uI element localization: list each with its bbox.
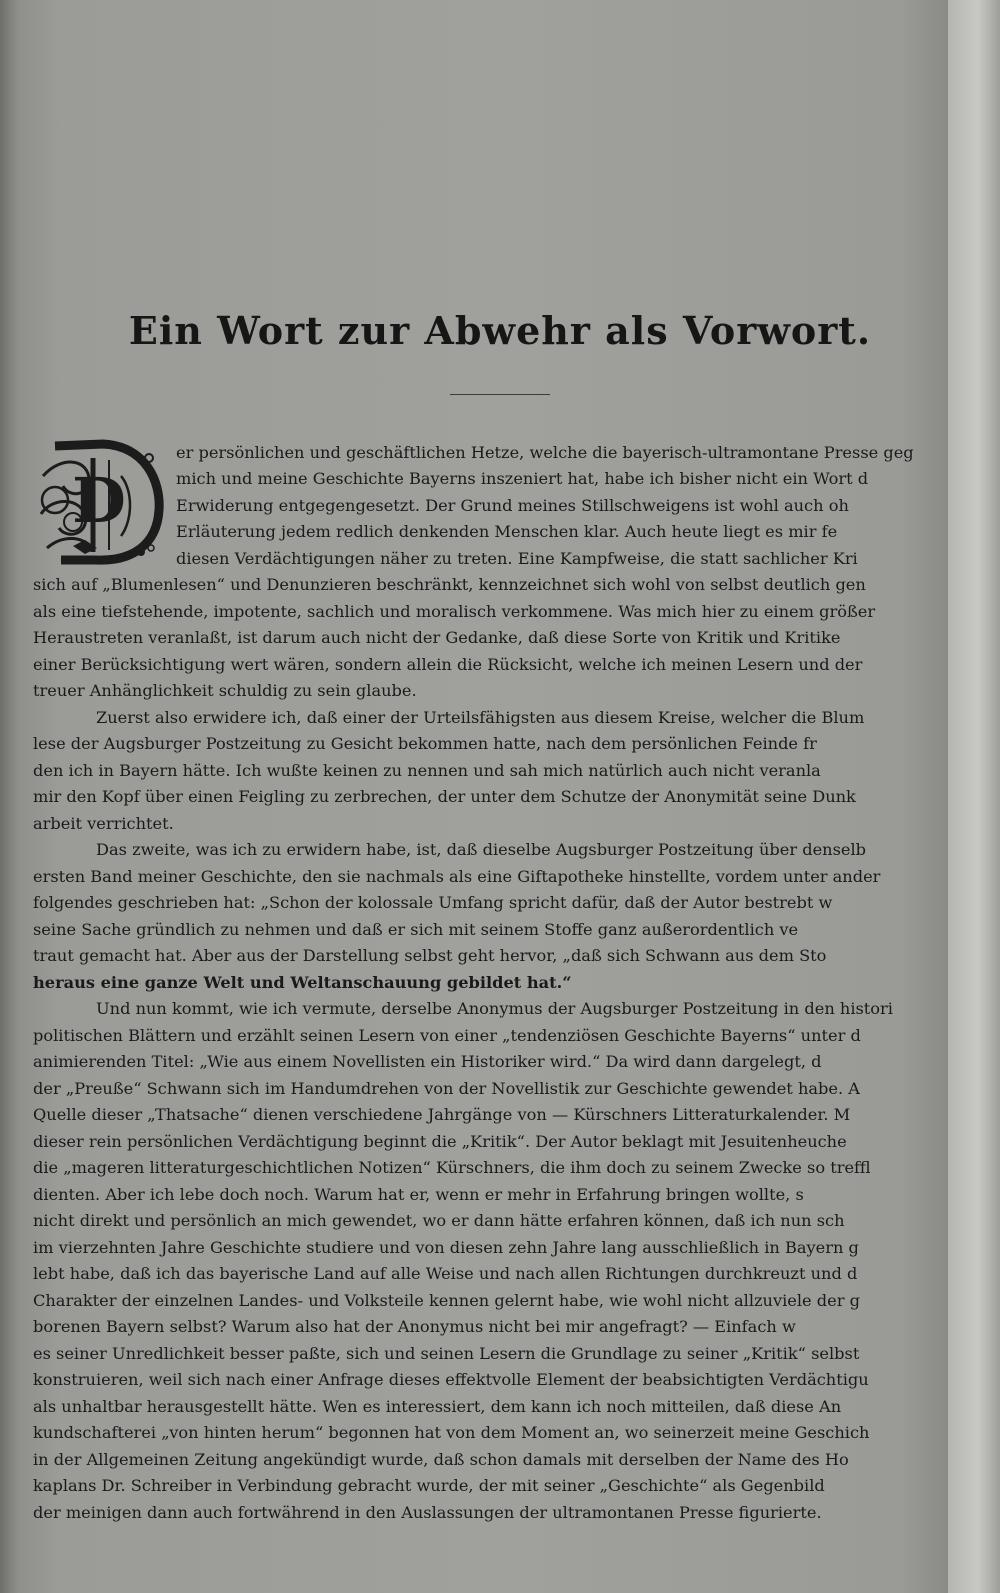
text-line: dieser rein persönlichen Verdächtigung beginnt die „Kritik“. Der Autor beklagt mit Jesuitenheuche	[33, 1132, 847, 1151]
text-line: lebt habe, daß ich das bayerische Land auf alle Weise und nach allen Richtungen durchkreuzt und d	[33, 1264, 858, 1283]
text-line: treuer Anhänglichkeit schuldig zu sein glaube.	[33, 681, 417, 700]
text-line: dienten. Aber ich lebe doch noch. Warum hat er, wenn er mehr in Erfahrung bringen wollte, s	[33, 1185, 804, 1204]
text-line: kundschafterei „von hinten herum“ begonnen hat von dem Moment an, wo seinerzeit meine Geschich	[33, 1423, 870, 1442]
text-line: der „Preuße“ Schwann sich im Handumdrehen von der Novellistik zur Geschichte gewendet habe. A	[33, 1079, 860, 1098]
text-line: seine Sache gründlich zu nehmen und daß er sich mit seinem Stoffe ganz außerordentlich ve	[33, 920, 799, 939]
text-line: kaplans Dr. Schreiber in Verbindung gebracht wurde, der mit seiner „Geschichte“ als Gegenbild	[33, 1476, 825, 1495]
text-line: Zuerst also erwidere ich, daß einer der Urteilsfähigsten aus diesem Kreise, welcher die Blum	[96, 708, 865, 727]
text-line: Charakter der einzelnen Landes- und Volksteile kennen gelernt habe, wie wohl nicht allzuviele der g	[33, 1291, 860, 1310]
text-line: den ich in Bayern hätte. Ich wußte keinen zu nennen und sah mich natürlich auch nicht veranla	[33, 761, 821, 780]
text-line: borenen Bayern selbst? Warum also hat der Anonymus nicht bei mir angefragt? — Einfach w	[33, 1317, 796, 1336]
text-line: konstruieren, weil sich nach einer Anfrage dieses effektvolle Element der beabsichtigten Verdächtigu	[33, 1370, 869, 1389]
text-line: mich und meine Geschichte Bayerns inszeniert hat, habe ich bisher nicht ein Wort d	[176, 469, 869, 488]
drop-cap-letter: D	[72, 464, 126, 537]
text-line: nicht direkt und persönlich an mich gewendet, wo er dann hätte erfahren können, daß ich nun sch	[33, 1211, 845, 1230]
text-line: als eine tiefstehende, impotente, sachlich und moralisch verkommene. Was mich hier zu einem größer	[33, 602, 876, 621]
text-line: traut gemacht hat. Aber aus der Darstellung selbst geht hervor, „daß sich Schwann aus dem Sto	[33, 946, 827, 965]
text-line: sich auf „Blumenlesen“ und Denunzieren beschränkt, kennzeichnet sich wohl von selbst deutlich gen	[33, 575, 866, 594]
text-line: mir den Kopf über einen Feigling zu zerbrechen, der unter dem Schutze der Anonymität seine Dunk	[33, 787, 856, 806]
text-line: Heraustreten veranlaßt, ist darum auch nicht der Gedanke, daß diese Sorte von Kritik und Kritike	[33, 628, 841, 647]
text-line: es seiner Unredlichkeit besser paßte, sich und seinen Lesern die Grundlage zu seiner „Kritik“ selbst	[33, 1344, 860, 1363]
title-divider	[450, 394, 550, 395]
text-line: im vierzehnten Jahre Geschichte studiere und von diesen zehn Jahre lang ausschließlich in Bayern g	[33, 1238, 859, 1257]
text-line: arbeit verrichtet.	[33, 814, 174, 833]
text-line: in der Allgemeinen Zeitung angekündigt wurde, daß schon damals mit derselben der Name des Ho	[33, 1450, 849, 1469]
page-title: Ein Wort zur Abwehr als Vorwort.	[128, 308, 872, 353]
text-line: diesen Verdächtigungen näher zu treten. Eine Kampfweise, die statt sachlicher Kri	[176, 549, 858, 568]
text-line: heraus eine ganze Welt und Weltanschauung gebildet hat.“	[33, 973, 572, 992]
text-line: lese der Augsburger Postzeitung zu Gesicht bekommen hatte, nach dem persönlichen Feinde fr	[33, 734, 817, 753]
text-line: ersten Band meiner Geschichte, den sie nachmals als eine Giftapotheke hinstellte, vordem unter ander	[33, 867, 881, 886]
text-line: politischen Blättern und erzählt seinen Lesern von einer „tendenziösen Geschichte Bayerns“ unter d	[33, 1026, 861, 1045]
text-line: Erwiderung entgegengesetzt. Der Grund meines Stillschweigens ist wohl auch oh	[176, 496, 849, 515]
text-line: Quelle dieser „Thatsache“ dienen verschiedene Jahrgänge von — Kürschners Litteraturkalender. M	[33, 1105, 851, 1124]
text-line: Und nun kommt, wie ich vermute, derselbe Anonymus der Augsburger Postzeitung in den histori	[96, 999, 893, 1018]
text-line: der meinigen dann auch fortwährend in den Auslassungen der ultramontanen Presse figurierte.	[33, 1503, 822, 1522]
ornamental-initial	[33, 436, 165, 568]
text-line: einer Berücksichtigung wert wären, sondern allein die Rücksicht, welche ich meinen Lesern und der	[33, 655, 863, 674]
text-line: folgendes geschrieben hat: „Schon der kolossale Umfang spricht dafür, daß der Autor bestrebt w	[33, 893, 833, 912]
text-line: Das zweite, was ich zu erwidern habe, ist, daß dieselbe Augsburger Postzeitung über denselb	[96, 840, 867, 859]
text-line: er persönlichen und geschäftlichen Hetze, welche die bayerisch-ultramontane Presse geg	[176, 443, 914, 462]
text-line: als unhaltbar herausgestellt hätte. Wen es interessiert, dem kann ich noch mitteilen, daß diese An	[33, 1397, 842, 1416]
text-line: Erläuterung jedem redlich denkenden Menschen klar. Auch heute liegt es mir fe	[176, 522, 838, 541]
page-edge	[948, 0, 1000, 1593]
text-line: animierenden Titel: „Wie aus einem Novellisten ein Historiker wird.“ Da wird dann dargelegt, d	[33, 1052, 822, 1071]
text-line: die „mageren litteraturgeschichtlichen Notizen“ Kürschners, die ihm doch zu seinem Zwecke so treffl	[33, 1158, 871, 1177]
